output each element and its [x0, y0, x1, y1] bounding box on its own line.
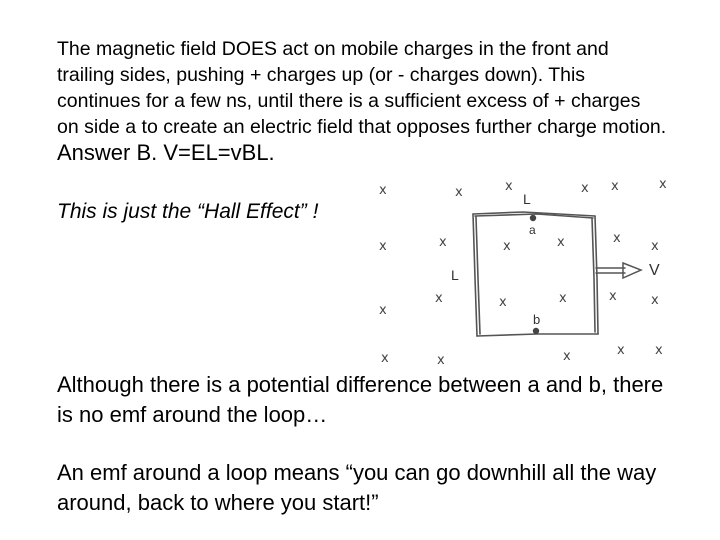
field-x-mark: x — [609, 289, 617, 304]
field-x-mark: x — [499, 295, 507, 310]
hall-effect-sketch — [355, 168, 695, 378]
potential-difference-paragraph: Although there is a potential difference between a and b, there is no emf around the loop… — [57, 372, 664, 427]
field-x-mark: x — [455, 185, 463, 200]
hall-effect-note: This is just the “Hall Effect” ! — [57, 200, 319, 223]
answer-text: Answer B. V=EL=vBL. — [57, 140, 275, 165]
length-label-top: L — [523, 191, 531, 207]
field-x-mark: x — [613, 231, 621, 246]
point-a-label: a — [529, 223, 536, 237]
field-x-mark: x — [659, 177, 667, 192]
emf-definition-paragraph: An emf around a loop means “you can go downhill all the way around, back to where you start!” — [57, 460, 657, 515]
field-x-mark: x — [581, 181, 589, 196]
field-x-mark: x — [379, 239, 387, 254]
field-x-mark: x — [557, 235, 565, 250]
charge-dot-a — [530, 215, 536, 221]
field-x-mark: x — [559, 291, 567, 306]
field-x-mark: x — [435, 291, 443, 306]
field-x-mark: x — [651, 293, 659, 308]
field-x-mark: x — [611, 179, 619, 194]
length-label-side: L — [451, 267, 459, 283]
point-b-label: b — [533, 312, 541, 327]
field-x-mark: x — [503, 239, 511, 254]
field-x-mark: x — [505, 179, 513, 194]
velocity-label: V — [649, 262, 660, 279]
field-x-mark: x — [655, 343, 663, 358]
field-x-mark: x — [617, 343, 625, 358]
field-x-mark: x — [439, 235, 447, 250]
field-x-mark: x — [379, 303, 387, 318]
explanation-paragraph — [57, 36, 667, 167]
velocity-arrow-icon — [596, 263, 641, 278]
explanation-text: The magnetic field DOES act on mobile charges in the front and trailing sides, pushing + charges up (or - charges down). This continues for a few ns, until there is a sufficient excess of + charges on side a to create an electric field that opposes further charge motion. — [57, 38, 667, 138]
field-x-mark: x — [379, 183, 387, 198]
field-x-mark: x — [651, 239, 659, 254]
charge-dot-b — [533, 328, 539, 334]
field-x-mark: x — [437, 353, 445, 368]
field-x-mark: x — [563, 349, 571, 364]
field-x-mark: x — [381, 351, 389, 366]
